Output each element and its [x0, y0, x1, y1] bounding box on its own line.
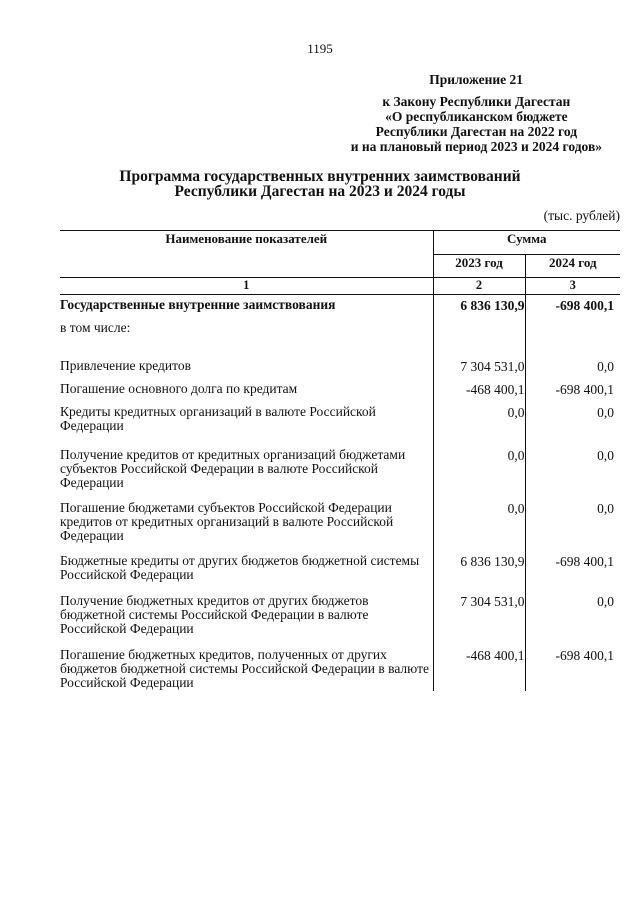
- row-value-2023: 6 836 130,9: [433, 544, 525, 583]
- row-value-2023: 7 304 531,0: [433, 347, 525, 375]
- column-number: 1: [60, 278, 433, 295]
- row-name: Погашение бюджетами субъектов Российской Федерации кредитов от кредитных организаций в валюте Российской Федерации: [60, 491, 433, 544]
- row-value-2023: -468 400,1: [433, 375, 525, 399]
- law-ref-line: «О республиканском бюджете: [385, 109, 568, 124]
- page-number: 1195: [307, 41, 333, 56]
- table-row: [60, 321, 620, 347]
- header-indicator-name: Наименование показателей: [60, 231, 433, 278]
- table-row: [60, 295, 620, 321]
- row-value-2024: 0,0: [597, 404, 615, 420]
- row-name: Получение кредитов от кредитных организаций бюджетами субъектов Российской Федерации в валюте Российской Федерации: [60, 437, 433, 491]
- row-value-2023: [433, 321, 525, 347]
- law-reference: [351, 94, 602, 154]
- row-value-2024: 0,0: [597, 593, 615, 609]
- row-name: Бюджетные кредиты от других бюджетов бюджетной системы Российской Федерации: [60, 544, 433, 583]
- row-value-2024: 0,0: [597, 500, 615, 516]
- borrowings-table: [60, 230, 620, 691]
- law-ref-line: к Закону Республики Дагестан: [382, 94, 571, 109]
- row-name: Кредиты кредитных организаций в валюте Российской Федерации: [60, 399, 433, 437]
- header-sum: Сумма: [433, 231, 620, 255]
- table-row: [60, 544, 620, 583]
- row-name: в том числе:: [60, 321, 433, 347]
- law-ref-line: и на плановый период 2023 и 2024 годов»: [350, 139, 602, 154]
- row-value-2023: 0,0: [433, 437, 525, 491]
- document-title: [0, 169, 640, 199]
- row-value-2023: 7 304 531,0: [433, 583, 525, 637]
- header-year-2024: 2024 год: [525, 255, 620, 278]
- row-name: Получение бюджетных кредитов от других бюджетов бюджетной системы Российской Федерации в валюте Российской Федерации: [60, 583, 433, 637]
- column-number: 2: [433, 278, 525, 295]
- row-value-2024: -698 400,1: [555, 647, 615, 663]
- appendix-label: Приложение 21: [429, 72, 523, 87]
- row-name: Государственные внутренние заимствования: [60, 295, 433, 321]
- table-row: [60, 399, 620, 437]
- header-year-2023: 2023 год: [433, 255, 525, 278]
- row-value-2023: 0,0: [433, 491, 525, 544]
- row-value-2024: 0,0: [597, 358, 615, 374]
- row-value-2023: 0,0: [433, 399, 525, 437]
- column-number: 3: [525, 278, 620, 295]
- row-value-2024: -698 400,1: [555, 298, 615, 313]
- title-line: Республики Дагестан на 2023 и 2024 годы: [174, 183, 466, 200]
- table-row: [60, 637, 620, 691]
- table-row: [60, 347, 620, 375]
- row-value-2024: [525, 321, 620, 347]
- row-value-2024: -698 400,1: [555, 553, 615, 569]
- row-name: Погашение основного долга по кредитам: [60, 375, 433, 399]
- row-value-2023: 6 836 130,9: [433, 295, 525, 321]
- table-row: [60, 375, 620, 399]
- row-name: Привлечение кредитов: [60, 347, 433, 375]
- table-row: [60, 583, 620, 637]
- row-name: Погашение бюджетных кредитов, полученных от других бюджетов бюджетной системы Российской Федерации в валюте Российской Федерации: [60, 637, 433, 691]
- row-value-2024: -698 400,1: [555, 381, 615, 397]
- units-label: (тыс. рублей): [543, 208, 620, 223]
- title-line: Программа государственных внутренних заимствований: [119, 168, 521, 185]
- row-value-2024: 0,0: [597, 447, 615, 463]
- table-row: [60, 437, 620, 491]
- law-ref-line: Республики Дагестан на 2022 год: [375, 124, 578, 139]
- row-value-2023: -468 400,1: [433, 637, 525, 691]
- table-row: [60, 491, 620, 544]
